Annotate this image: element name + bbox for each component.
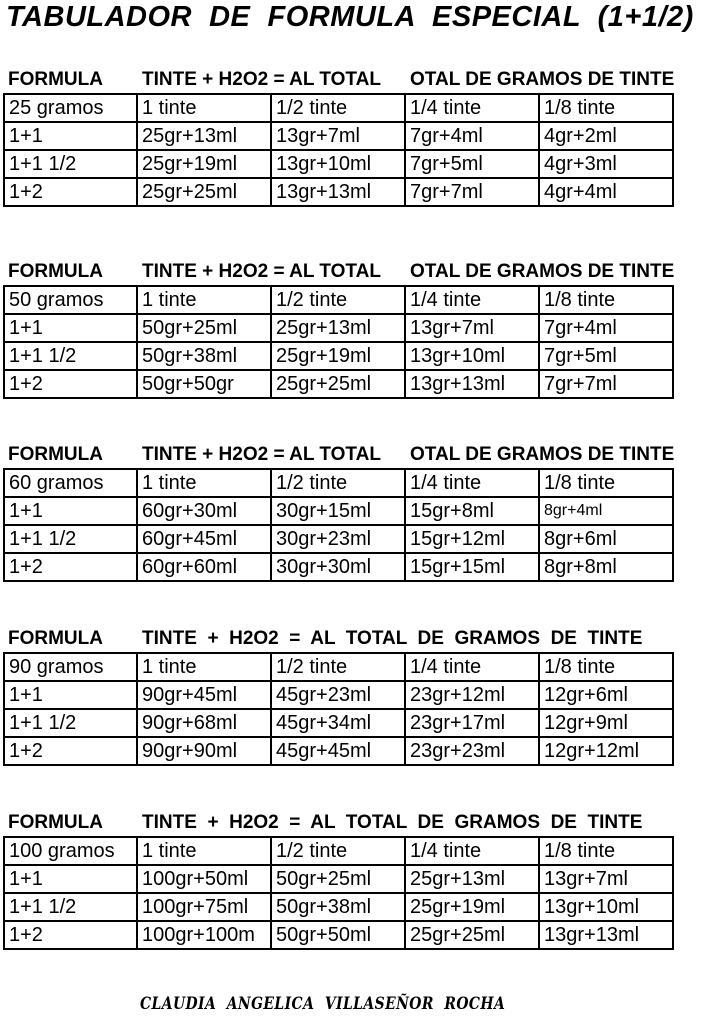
- table-cell: 7gr+5ml: [539, 342, 673, 370]
- header-left-text: TINTE + H2O2 = AL TOTAL: [142, 69, 381, 90]
- table-cell: 30gr+23ml: [271, 525, 405, 553]
- table-cell: 7gr+4ml: [539, 314, 673, 342]
- table-header-row: [4, 94, 673, 122]
- table-cell: 1/8 tinte: [539, 94, 673, 122]
- header-right-text: OTAL DE GRAMOS DE TINTE: [410, 69, 675, 90]
- table-cell: 1+2: [4, 737, 137, 765]
- table-cell: 1/2 tinte: [271, 469, 405, 497]
- table-cell: 8gr+8ml: [539, 553, 673, 581]
- table-cell: 1+1: [4, 497, 137, 525]
- table-cell: 13gr+10ml: [539, 893, 673, 921]
- table-row: [4, 865, 673, 893]
- header-right-text: OTAL DE GRAMOS DE TINTE: [410, 261, 675, 282]
- table-cell: 4gr+3ml: [539, 150, 673, 178]
- table-cell: 45gr+45ml: [271, 737, 405, 765]
- table-cell: 1 tinte: [137, 837, 271, 865]
- section-header: [0, 626, 703, 652]
- table-cell: 1/4 tinte: [405, 837, 539, 865]
- table-row: [4, 178, 673, 206]
- table-cell: 7gr+7ml: [405, 178, 539, 206]
- table-cell: 1/4 tinte: [405, 286, 539, 314]
- table-row: [4, 709, 673, 737]
- page-title: TABULADOR DE FORMULA ESPECIAL (1+1/2): [6, 1, 694, 33]
- table-cell: 30gr+30ml: [271, 553, 405, 581]
- table-row: [4, 525, 673, 553]
- table-cell: 50gr+25ml: [137, 314, 271, 342]
- formula-table: [3, 285, 674, 399]
- section-60-gramos: [0, 442, 703, 582]
- table-cell: 12gr+12ml: [539, 737, 673, 765]
- table-cell: 25gr+13ml: [137, 122, 271, 150]
- table-cell: 50gr+50ml: [271, 921, 405, 949]
- table-cell: 1 tinte: [137, 469, 271, 497]
- table-cell: 1/4 tinte: [405, 469, 539, 497]
- table-row: [4, 150, 673, 178]
- table-cell: 25gr+19ml: [137, 150, 271, 178]
- table-cell: 60gr+30ml: [137, 497, 271, 525]
- table-row: [4, 893, 673, 921]
- header-formula-label: FORMULA: [8, 261, 103, 282]
- table-cell: 1/4 tinte: [405, 653, 539, 681]
- table-cell: 45gr+23ml: [271, 681, 405, 709]
- table-cell: 90gr+68ml: [137, 709, 271, 737]
- table-header-row: [4, 469, 673, 497]
- table-cell: 1 tinte: [137, 653, 271, 681]
- table-row: [4, 122, 673, 150]
- table-cell: 100gr+50ml: [137, 865, 271, 893]
- table-cell: 50gr+38ml: [271, 893, 405, 921]
- table-cell: 60gr+45ml: [137, 525, 271, 553]
- table-cell: 1/2 tinte: [271, 94, 405, 122]
- header-left-text: TINTE + H2O2 = AL TOTAL: [142, 444, 381, 465]
- table-cell: 23gr+17ml: [405, 709, 539, 737]
- table-cell: 13gr+13ml: [539, 921, 673, 949]
- header-formula-label: FORMULA: [8, 628, 103, 649]
- table-row: [4, 553, 673, 581]
- table-header-row: [4, 653, 673, 681]
- table-cell: 50gr+38ml: [137, 342, 271, 370]
- table-cell: 30gr+15ml: [271, 497, 405, 525]
- table-cell: 90 gramos: [4, 653, 137, 681]
- table-cell: 25gr+25ml: [271, 370, 405, 398]
- table-cell: 100gr+75ml: [137, 893, 271, 921]
- table-cell: 15gr+8ml: [405, 497, 539, 525]
- table-row: [4, 681, 673, 709]
- table-cell: 13gr+13ml: [405, 370, 539, 398]
- table-cell: 1+1: [4, 122, 137, 150]
- table-cell: 7gr+5ml: [405, 150, 539, 178]
- table-cell: 50gr+50gr: [137, 370, 271, 398]
- table-cell: 1/2 tinte: [271, 286, 405, 314]
- section-header: [0, 259, 703, 285]
- section-25-gramos: [0, 67, 703, 207]
- table-cell: 25gr+19ml: [405, 893, 539, 921]
- table-row: [4, 737, 673, 765]
- table-cell: 1/8 tinte: [539, 653, 673, 681]
- table-cell: 1+1 1/2: [4, 893, 137, 921]
- section-header: [0, 67, 703, 93]
- table-cell: 1+1: [4, 314, 137, 342]
- section-50-gramos: [0, 259, 703, 399]
- header-full-text: TINTE + H2O2 = AL TOTAL DE GRAMOS DE TINTE: [142, 628, 643, 649]
- table-cell: 1/2 tinte: [271, 653, 405, 681]
- table-cell: 13gr+7ml: [539, 865, 673, 893]
- table-cell: 23gr+23ml: [405, 737, 539, 765]
- formula-table: [3, 652, 674, 766]
- header-formula-label: FORMULA: [8, 69, 103, 90]
- table-cell: 1+1 1/2: [4, 150, 137, 178]
- table-cell: 13gr+10ml: [271, 150, 405, 178]
- table-cell: 1/4 tinte: [405, 94, 539, 122]
- table-cell: 25gr+25ml: [137, 178, 271, 206]
- table-cell: 25 gramos: [4, 94, 137, 122]
- table-cell: 12gr+6ml: [539, 681, 673, 709]
- table-cell: 1+1 1/2: [4, 342, 137, 370]
- table-cell: 1/2 tinte: [271, 837, 405, 865]
- formula-table: [3, 468, 674, 582]
- table-cell: 1+1: [4, 865, 137, 893]
- table-cell: 25gr+25ml: [405, 921, 539, 949]
- formula-table: [3, 93, 674, 207]
- table-cell: 1/8 tinte: [539, 286, 673, 314]
- table-cell: 7gr+7ml: [539, 370, 673, 398]
- table-cell: 60gr+60ml: [137, 553, 271, 581]
- table-header-row: [4, 286, 673, 314]
- table-row: [4, 314, 673, 342]
- table-cell: 100 gramos: [4, 837, 137, 865]
- table-cell: 25gr+13ml: [405, 865, 539, 893]
- table-cell: 1 tinte: [137, 94, 271, 122]
- table-cell: 13gr+10ml: [405, 342, 539, 370]
- table-cell: 1+2: [4, 370, 137, 398]
- section-100-gramos: [0, 810, 703, 950]
- table-cell: 25gr+13ml: [271, 314, 405, 342]
- section-header: [0, 810, 703, 836]
- table-header-row: [4, 837, 673, 865]
- table-cell: 50 gramos: [4, 286, 137, 314]
- table-cell: 45gr+34ml: [271, 709, 405, 737]
- table-row: [4, 370, 673, 398]
- formula-table: [3, 836, 674, 950]
- table-row: [4, 921, 673, 949]
- table-cell: 12gr+9ml: [539, 709, 673, 737]
- header-right-text: OTAL DE GRAMOS DE TINTE: [410, 444, 675, 465]
- table-cell: 13gr+13ml: [271, 178, 405, 206]
- table-cell: 1+2: [4, 178, 137, 206]
- header-formula-label: FORMULA: [8, 812, 103, 833]
- table-cell: 7gr+4ml: [405, 122, 539, 150]
- table-cell: 90gr+90ml: [137, 737, 271, 765]
- table-row: [4, 497, 673, 525]
- table-cell: 50gr+25ml: [271, 865, 405, 893]
- table-cell: 13gr+7ml: [405, 314, 539, 342]
- table-cell: 1/8 tinte: [539, 469, 673, 497]
- table-cell: 1+1 1/2: [4, 709, 137, 737]
- table-cell: 13gr+7ml: [271, 122, 405, 150]
- table-row: [4, 342, 673, 370]
- table-cell: 1 tinte: [137, 286, 271, 314]
- table-cell: 15gr+12ml: [405, 525, 539, 553]
- table-cell: 60 gramos: [4, 469, 137, 497]
- section-90-gramos: [0, 626, 703, 766]
- table-cell: 1+2: [4, 553, 137, 581]
- table-cell: 1+2: [4, 921, 137, 949]
- table-cell: 1/8 tinte: [539, 837, 673, 865]
- header-left-text: TINTE + H2O2 = AL TOTAL: [142, 261, 381, 282]
- table-cell: 8gr+6ml: [539, 525, 673, 553]
- table-cell: 90gr+45ml: [137, 681, 271, 709]
- table-cell: 25gr+19ml: [271, 342, 405, 370]
- table-cell: 15gr+15ml: [405, 553, 539, 581]
- table-cell: 4gr+4ml: [539, 178, 673, 206]
- author-signature: CLAUDIA ANGELICA VILLASEÑOR ROCHA: [140, 994, 506, 1014]
- section-header: [0, 442, 703, 468]
- table-cell: 8gr+4ml: [539, 497, 673, 525]
- header-full-text: TINTE + H2O2 = AL TOTAL DE GRAMOS DE TINTE: [142, 812, 643, 833]
- header-formula-label: FORMULA: [8, 444, 103, 465]
- table-cell: 1+1: [4, 681, 137, 709]
- table-cell: 23gr+12ml: [405, 681, 539, 709]
- table-cell: 4gr+2ml: [539, 122, 673, 150]
- table-cell: 1+1 1/2: [4, 525, 137, 553]
- table-cell: 100gr+100m: [137, 921, 271, 949]
